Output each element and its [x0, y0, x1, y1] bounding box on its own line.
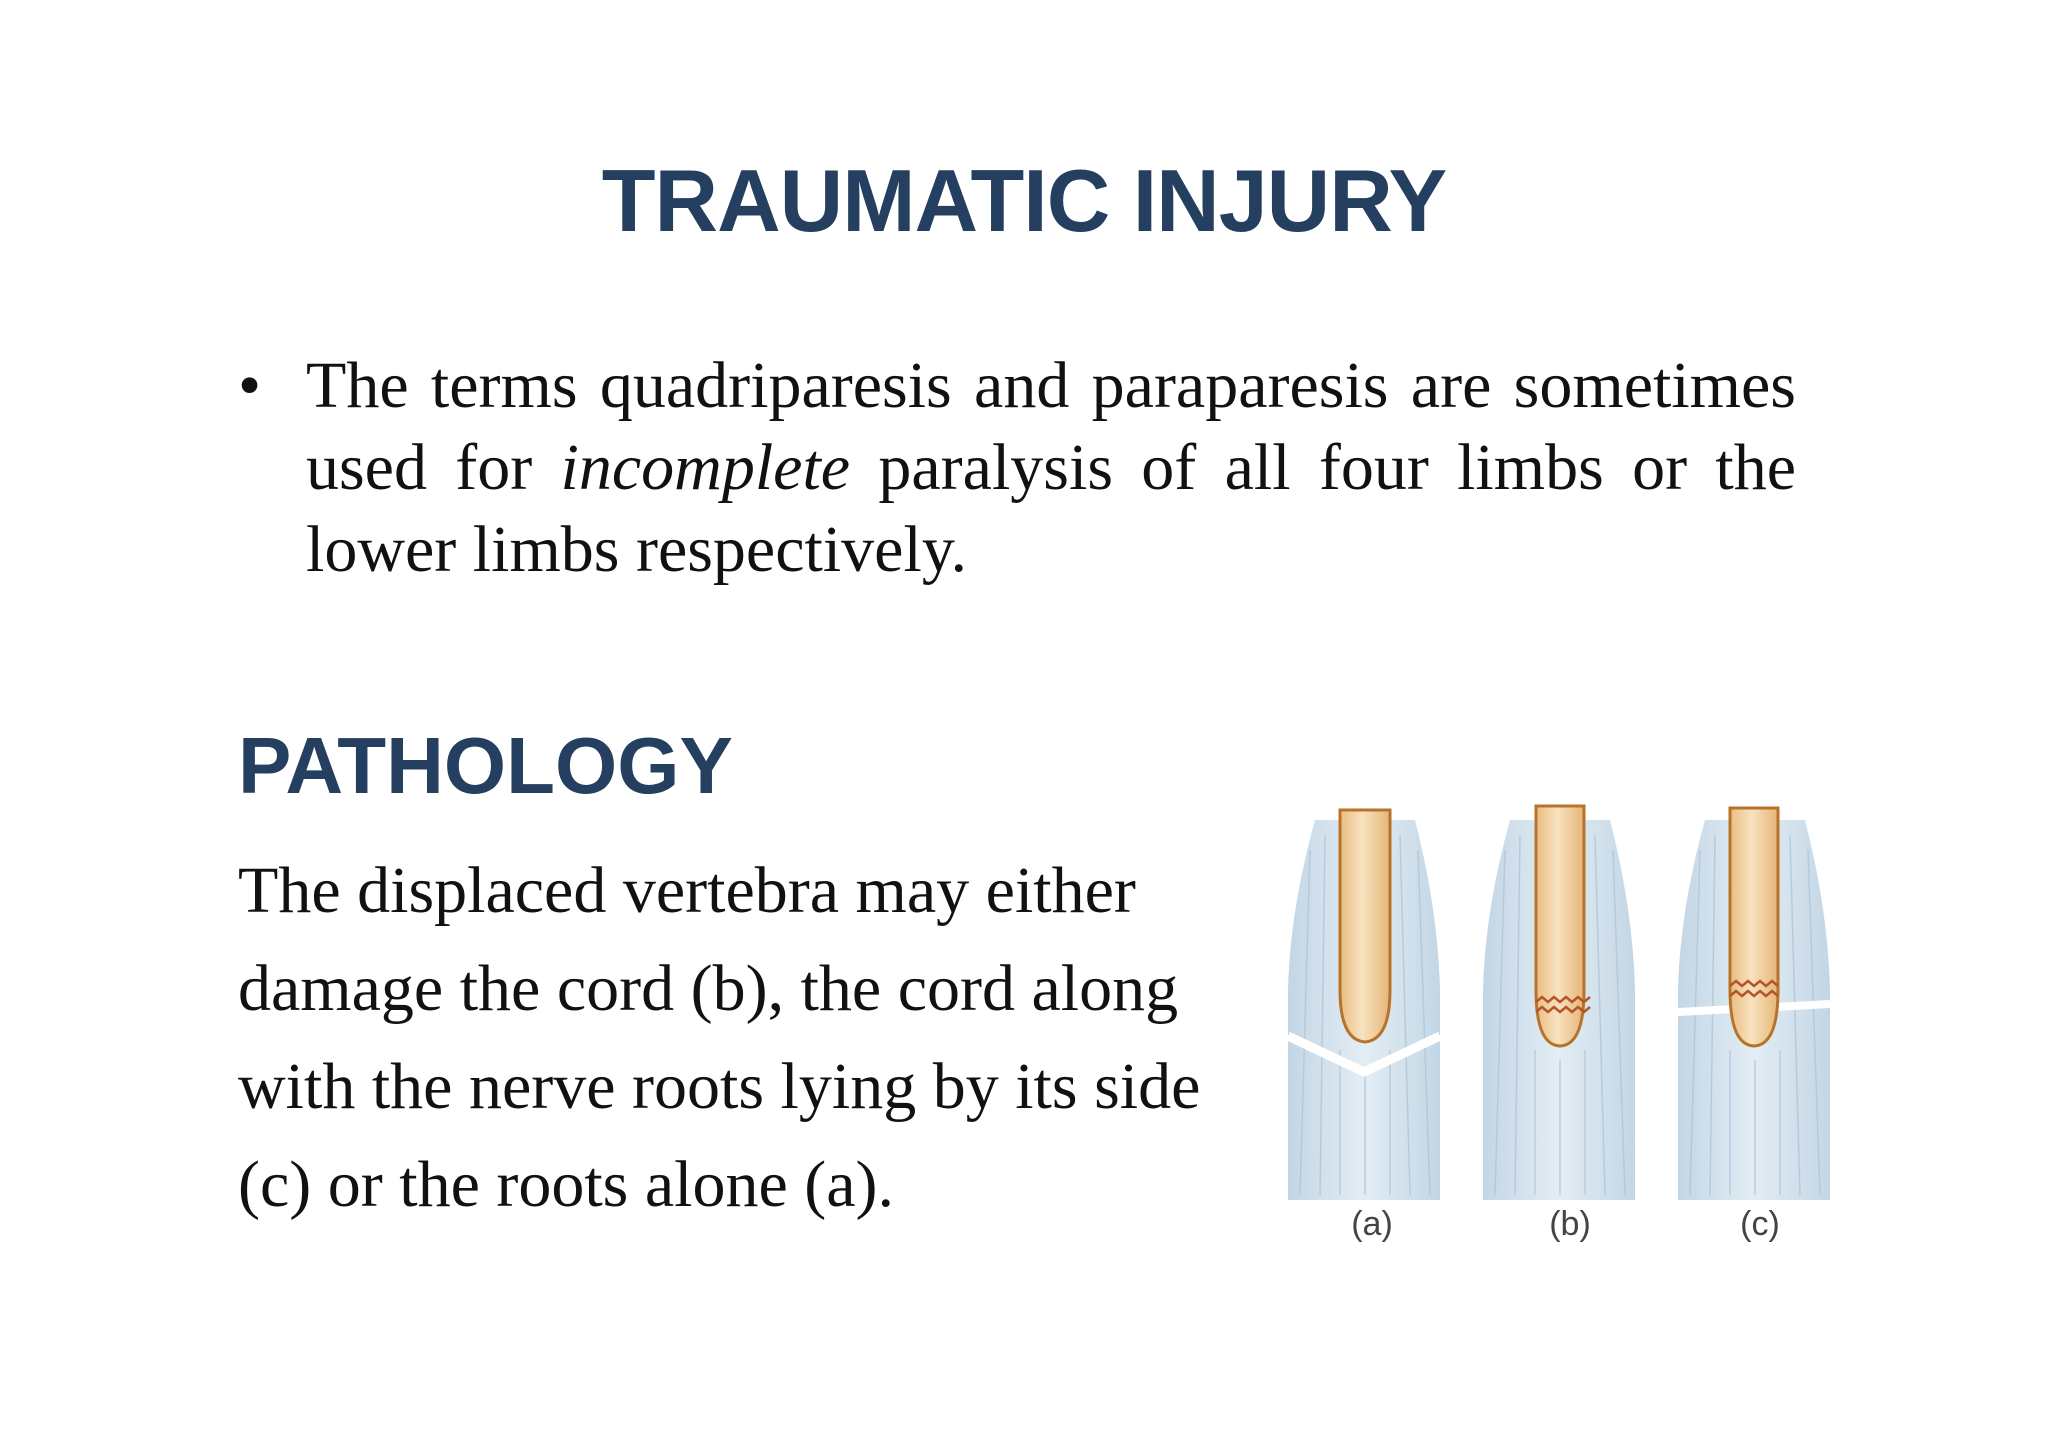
section-text: The displaced vertebra may either damage the cord (b), the cord along with the nerve roots lying by its side (c) or the roots alone (a).: [238, 854, 1201, 1221]
spinal-cord-figure: [1280, 790, 1850, 1260]
figure-panel-c: [1678, 808, 1830, 1200]
bullet-text: [306, 345, 1796, 591]
figure-label-c: (c): [1740, 1205, 1780, 1243]
figure-label-a: (a): [1351, 1205, 1393, 1243]
figure-panel-a: [1288, 810, 1440, 1200]
figure-label-b: (b): [1549, 1205, 1591, 1243]
bullet-text-part1: The terms quadriparesis and paraparesis are sometimes used for: [306, 349, 1796, 504]
bullet-marker: •: [238, 349, 262, 422]
slide-title: TRAUMATIC INJURY: [601, 151, 1447, 250]
section-heading: PATHOLOGY: [238, 721, 733, 810]
figure-panel-b: [1483, 806, 1635, 1200]
bullet-item: [238, 345, 1796, 591]
bullet-text-italic: incomplete: [560, 431, 851, 504]
bullet-text-part2: paralysis of all four limbs or the lower limbs respectively.: [306, 431, 1796, 586]
